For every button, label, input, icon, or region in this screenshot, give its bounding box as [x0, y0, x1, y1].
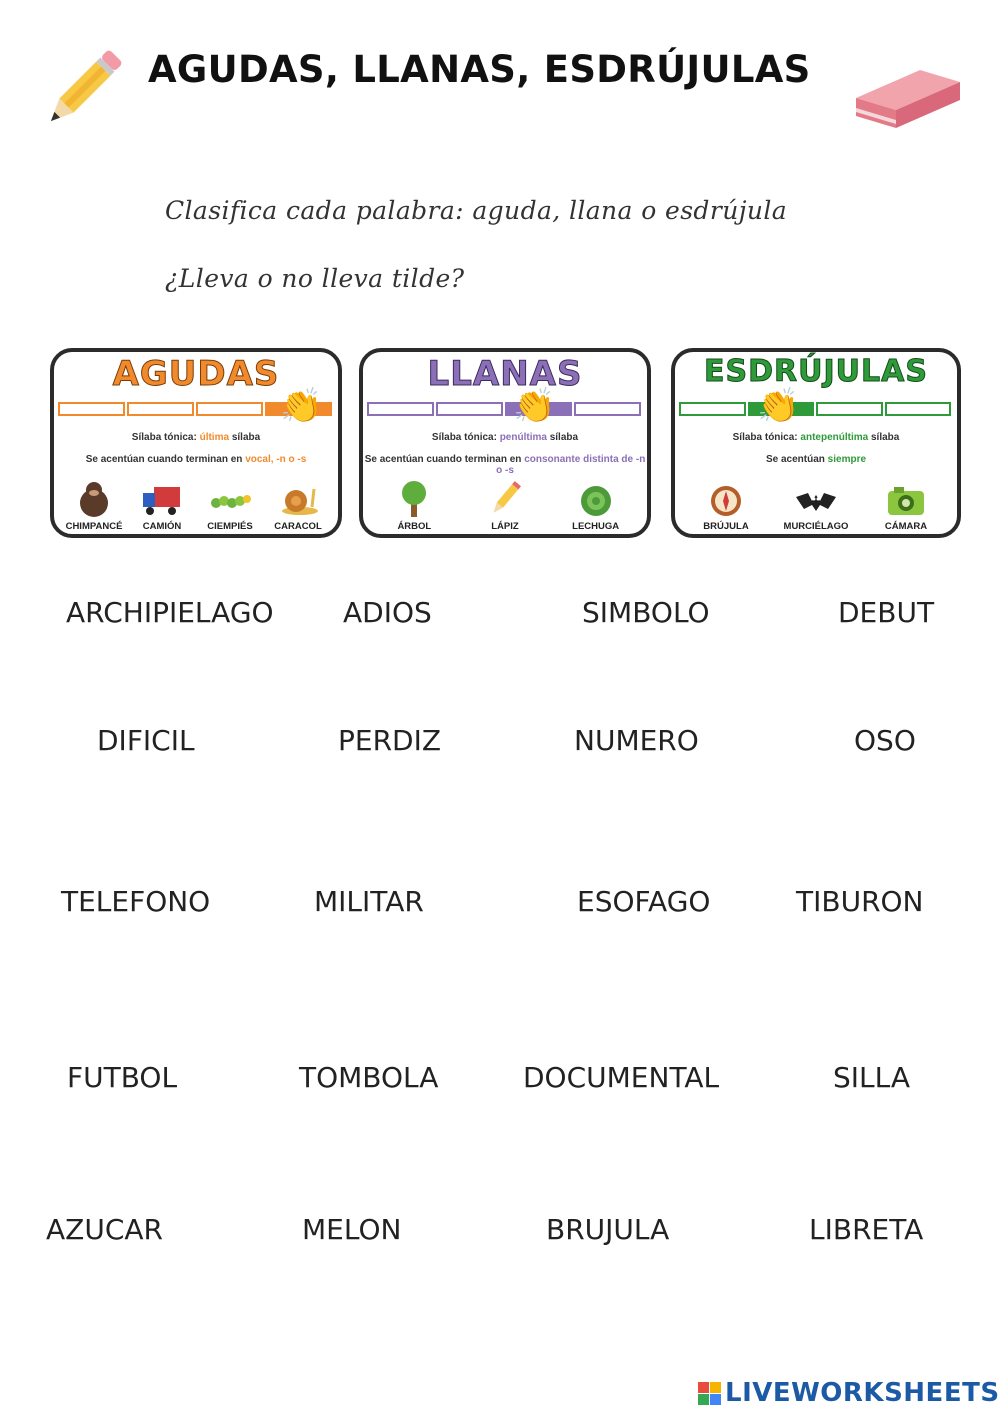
accent-rule: Se acentúan cuando terminan en vocal, -n o -s [85, 454, 307, 465]
liveworksheets-logo[interactable] [698, 1378, 1000, 1408]
word-item: PERDIZ [338, 724, 442, 757]
card-title: ESDRÚJULAS [704, 354, 928, 389]
example-item [691, 470, 761, 532]
card-llanas [359, 348, 651, 538]
syllable-bar [679, 402, 953, 416]
card-esdrujulas [671, 348, 961, 538]
word-item: LIBRETA [809, 1213, 924, 1246]
examples [369, 470, 641, 532]
word-item: OSO [854, 724, 916, 757]
example-label: CAMIÓN [142, 521, 182, 532]
card-title: LLANAS [427, 354, 583, 394]
accent-rule: Se acentúan cuando terminan en consonante distinta de -n o -s [364, 454, 646, 476]
example-item [60, 470, 128, 532]
example-item [871, 470, 941, 532]
word-item: DEBUT [838, 596, 935, 629]
example-label: BRÚJULA [703, 521, 749, 532]
clap-hand-icon: 👏 [757, 387, 800, 425]
word-item: SIMBOLO [582, 596, 710, 629]
word-item: AZUCAR [46, 1213, 163, 1246]
tree-icon [392, 479, 436, 519]
tonic-rule: Sílaba tónica: última sílaba [131, 432, 261, 443]
word-item: NUMERO [574, 724, 699, 757]
card-agudas [50, 348, 342, 538]
word-item: TIBURON [796, 885, 924, 918]
clap-hand-icon: 👏 [280, 387, 323, 425]
examples [681, 470, 951, 532]
syllable-bar [367, 402, 643, 416]
examples [60, 470, 332, 532]
example-label: LECHUGA [572, 521, 620, 532]
clap-hand-icon: 👏 [513, 387, 556, 425]
lettuce-icon [574, 479, 618, 519]
example-label: CHIMPANCÉ [65, 521, 123, 532]
example-item [379, 470, 449, 532]
word-item: TELEFONO [61, 885, 211, 918]
instruction-line-2: ¿Lleva o no lleva tilde? [165, 264, 465, 293]
word-item: MILITAR [314, 885, 424, 918]
centipede-icon [208, 479, 252, 519]
example-label: CARACOL [274, 521, 322, 532]
word-item: DIFICIL [97, 724, 195, 757]
camera-icon [884, 479, 928, 519]
example-item [196, 470, 264, 532]
word-item: SILLA [833, 1061, 911, 1094]
example-label: CIEMPIÉS [207, 521, 253, 532]
pencil-icon [483, 479, 527, 519]
example-label: CÁMARA [884, 521, 928, 532]
truck-icon [140, 479, 184, 519]
compass-icon [704, 479, 748, 519]
pencil-icon [36, 44, 128, 136]
gorilla-icon [72, 479, 116, 519]
word-item: FUTBOL [67, 1061, 178, 1094]
page-title: AGUDAS, LLANAS, ESDRÚJULAS [148, 48, 811, 91]
example-label: MURCIÉLAGO [783, 521, 849, 532]
example-item [561, 470, 631, 532]
word-item: DOCUMENTAL [523, 1061, 720, 1094]
example-item [128, 470, 196, 532]
snail-icon [276, 479, 320, 519]
example-label: LÁPIZ [491, 521, 519, 532]
example-item [470, 470, 540, 532]
word-item: TOMBOLA [299, 1061, 439, 1094]
brand-text: LIVEWORKSHEETS [725, 1378, 1000, 1408]
instruction-line-1: Clasifica cada palabra: aguda, llana o esdrújula [165, 196, 788, 225]
logo-squares-icon [698, 1382, 721, 1405]
example-label: ÁRBOL [397, 521, 432, 532]
example-item [781, 470, 851, 532]
bat-icon [794, 479, 838, 519]
word-item: ARCHIPIELAGO [66, 596, 274, 629]
tonic-rule: Sílaba tónica: antepenúltima sílaba [732, 432, 900, 443]
accent-rule: Se acentúan siempre [765, 454, 867, 465]
word-item: MELON [302, 1213, 402, 1246]
tonic-rule: Sílaba tónica: penúltima sílaba [431, 432, 579, 443]
word-item: ADIOS [343, 596, 432, 629]
example-item [264, 470, 332, 532]
word-item: BRUJULA [546, 1213, 670, 1246]
word-item: ESOFAGO [577, 885, 711, 918]
card-title: AGUDAS [112, 354, 280, 394]
eraser-icon [848, 52, 966, 136]
